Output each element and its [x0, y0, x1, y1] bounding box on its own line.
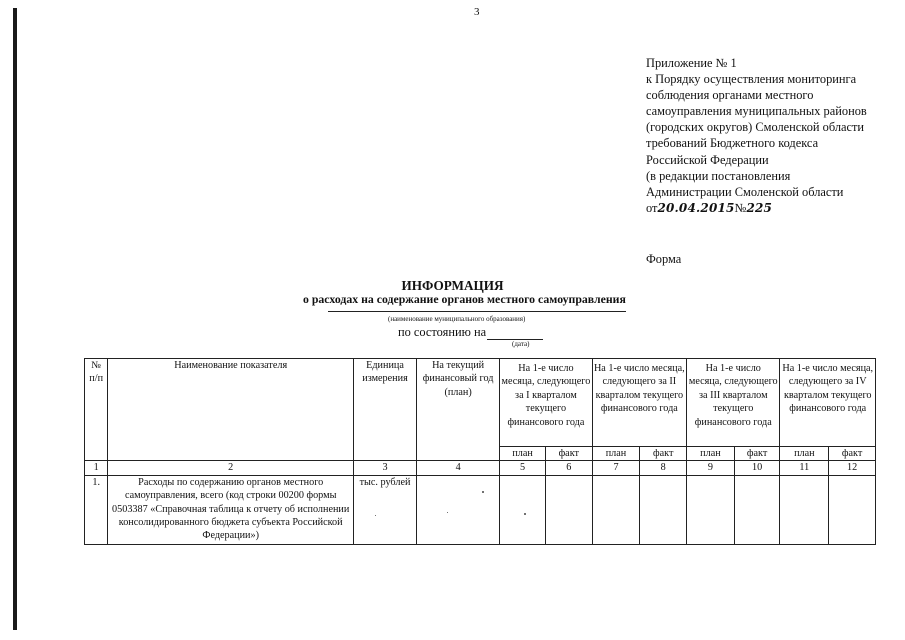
column-number: 10: [734, 461, 780, 475]
header-quarter-3: На 1-е число месяца, следующего за III кварталом текущего финансового года: [687, 359, 780, 447]
number-sign: №: [734, 200, 747, 215]
municipality-caption: (наименование муниципального образования): [388, 315, 526, 323]
header-plan: план: [592, 447, 640, 461]
header-fact: факт: [829, 447, 876, 461]
row-q2-plan-cell: [592, 475, 640, 544]
handwritten-date: 20.04.2015: [657, 200, 735, 215]
column-number: 5: [500, 461, 546, 475]
as-of-date-line: [398, 325, 543, 340]
row-q4-plan-cell: [780, 475, 829, 544]
header-unit: Единица измерения: [354, 359, 417, 461]
as-of-label: по состоянию на: [398, 325, 487, 339]
form-label: Форма: [646, 252, 682, 266]
date-blank: [487, 328, 543, 340]
row-q3-fact-cell: [734, 475, 780, 544]
row-number: 1.: [85, 475, 108, 544]
column-number: 1: [85, 461, 108, 475]
column-number: 9: [687, 461, 735, 475]
appendix-line: требований Бюджетного кодекса: [646, 136, 819, 151]
page-edge-bar: [13, 8, 17, 630]
header-fact: факт: [545, 447, 592, 461]
from-prefix: от: [646, 200, 658, 215]
municipality-name-line: [328, 311, 626, 312]
column-number: 11: [780, 461, 829, 475]
header-num: № п/п: [85, 359, 108, 461]
column-number: 8: [640, 461, 687, 475]
expenditure-table: [84, 358, 876, 545]
column-number: 4: [416, 461, 499, 475]
row-q4-fact-cell: [829, 475, 876, 544]
appendix-line: соблюдения органами местного: [646, 88, 814, 103]
row-q1-plan-cell: [500, 475, 546, 544]
page-number: 3: [474, 6, 480, 18]
scan-speck: [482, 491, 484, 493]
column-number: 12: [829, 461, 876, 475]
column-number-row: [85, 461, 876, 475]
appendix-line: к Порядку осуществления мониторинга: [646, 72, 857, 87]
date-caption: (дата): [512, 340, 530, 348]
table-row: [85, 475, 876, 544]
scan-speck: [447, 512, 448, 513]
appendix-line: (в редакции постановления: [646, 168, 791, 183]
resolution-date-line: [646, 200, 896, 216]
appendix-line: Приложение № 1: [646, 56, 737, 70]
header-quarter-1: На 1-е число месяца, следующего за I кварталом текущего финансового года: [500, 359, 592, 447]
row-indicator-name: Расходы по содержанию органов местного самоуправления, всего (код строки 00200 формы 0503387 «Справочная таблица к отчету об исполнении консолидированного бюджета субъекта Российской Федерации»): [108, 475, 354, 544]
appendix-line: самоуправления муниципальных районов: [646, 104, 867, 119]
header-fact: факт: [640, 447, 687, 461]
row-current-year-cell: [416, 475, 499, 544]
column-number: 6: [545, 461, 592, 475]
document-subtitle: о расходах на содержание органов местного самоуправления: [303, 292, 626, 306]
scan-speck: [524, 513, 526, 515]
header-indicator-name: Наименование показателя: [108, 359, 354, 461]
column-number: 2: [108, 461, 354, 475]
header-fact: факт: [734, 447, 780, 461]
appendix-line: (городских округов) Смоленской области: [646, 120, 865, 135]
header-plan: план: [687, 447, 735, 461]
appendix-line: Российской Федерации: [646, 152, 769, 167]
row-q3-plan-cell: [687, 475, 735, 544]
row-unit: тыс. рублей: [354, 475, 417, 544]
header-plan: план: [500, 447, 546, 461]
appendix-line: Администрации Смоленской области: [646, 184, 844, 199]
column-number: 7: [592, 461, 640, 475]
appendix-header: [646, 55, 896, 216]
scan-speck: [375, 515, 376, 516]
row-q1-fact-cell: [545, 475, 592, 544]
document-title: ИНФОРМАЦИЯ: [401, 278, 504, 293]
row-q2-fact-cell: [640, 475, 687, 544]
header-quarter-2: На 1-е число месяца, следующего за II кварталом текущего финансового года: [592, 359, 686, 447]
header-plan: план: [780, 447, 829, 461]
handwritten-number: 225: [746, 200, 773, 215]
column-number: 3: [354, 461, 417, 475]
header-current-year: На текущий финансовый год (план): [416, 359, 499, 461]
table-header-row: [85, 359, 876, 447]
header-quarter-4: На 1-е число месяца, следующего за IV кварталом текущего финансового года: [780, 359, 876, 447]
